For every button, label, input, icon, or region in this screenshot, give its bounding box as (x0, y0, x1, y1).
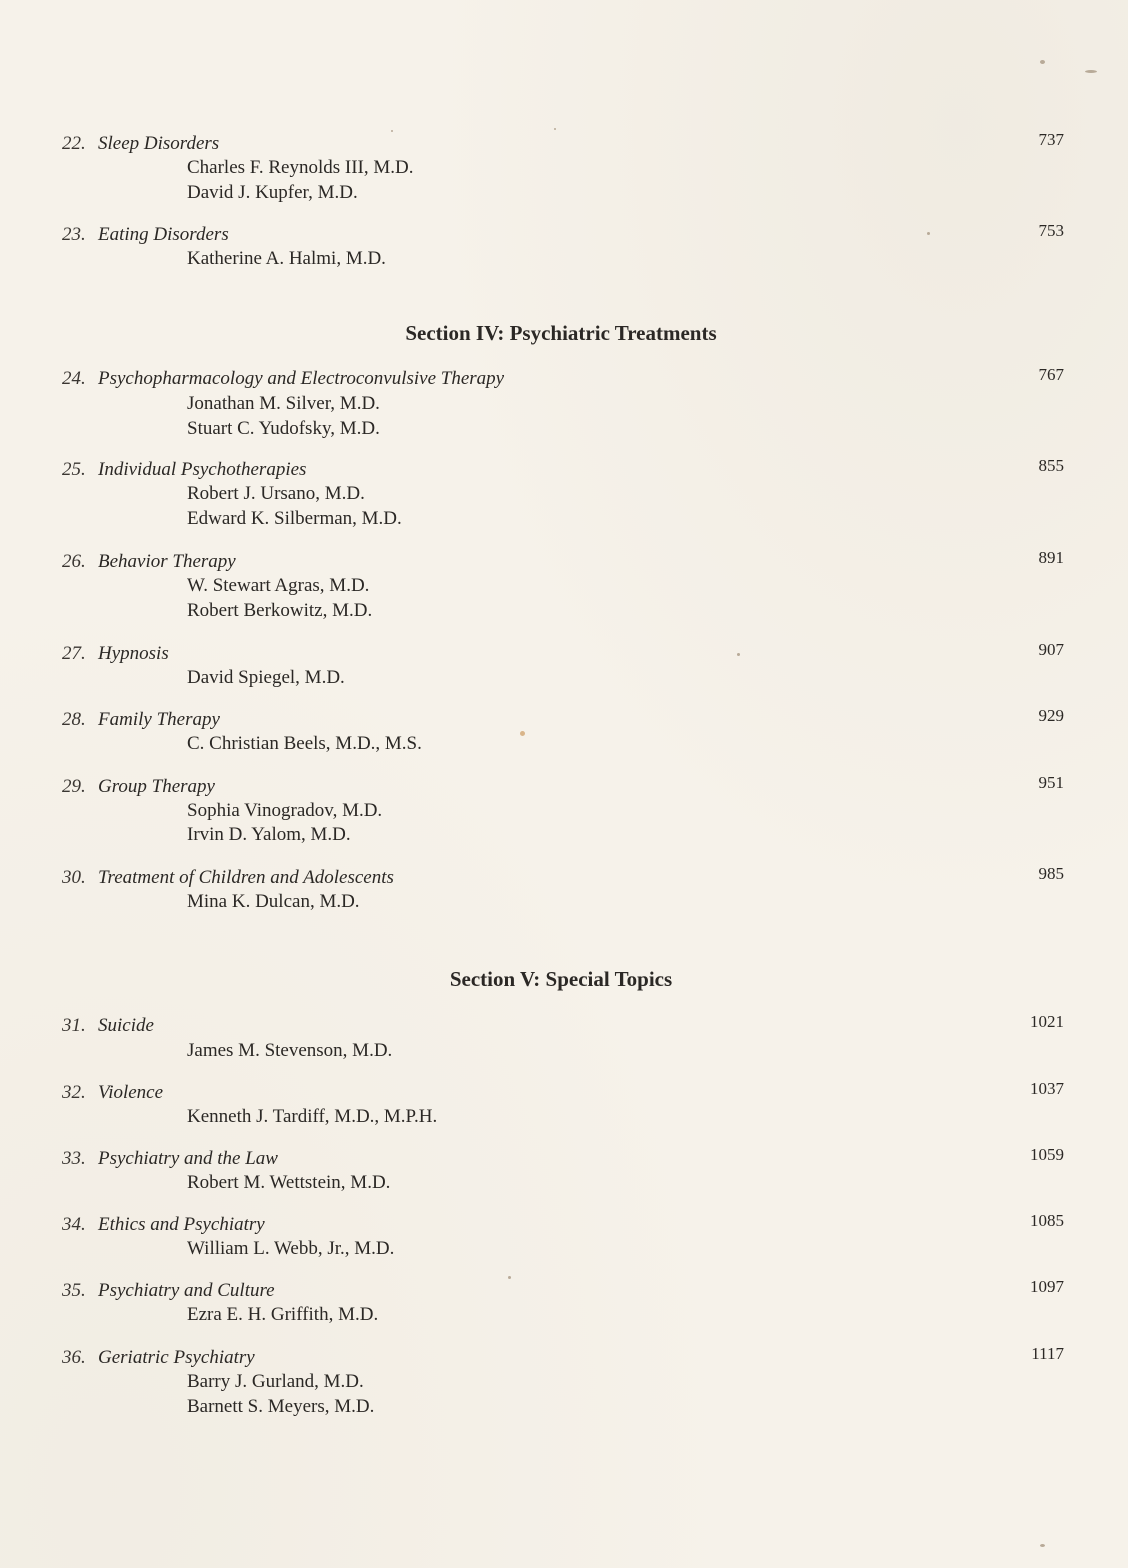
page-number: 737 (1038, 130, 1064, 149)
chapter-title: Ethics and Psychiatry (98, 1214, 265, 1235)
chapter-number: 31. (62, 1015, 86, 1036)
page-number: 907 (1038, 640, 1064, 659)
chapter-author: W. Stewart Agras, M.D. (187, 575, 370, 596)
section-heading: Section IV: Psychiatric Treatments (405, 321, 717, 345)
chapter-author: Edward K. Silberman, M.D. (187, 508, 402, 529)
paper-speck (508, 1276, 511, 1279)
page-number: 753 (1038, 221, 1064, 240)
chapter-author: Barry J. Gurland, M.D. (187, 1371, 364, 1392)
chapter-title: Eating Disorders (98, 224, 229, 245)
chapter-title: Violence (98, 1082, 164, 1103)
chapter-author: David Spiegel, M.D. (187, 667, 345, 688)
chapter-number: 36. (62, 1347, 86, 1368)
chapter-title: Family Therapy (98, 709, 220, 730)
chapter-title: Individual Psychotherapies (98, 459, 307, 480)
chapter-title: Psychiatry and the Law (98, 1148, 278, 1169)
section-heading: Section V: Special Topics (449, 967, 673, 991)
chapter-number: 27. (62, 643, 86, 664)
chapter-author: Ezra E. H. Griffith, M.D. (187, 1304, 379, 1325)
paper-speck (927, 232, 930, 235)
paper-speck (1040, 60, 1045, 64)
chapter-author: Stuart C. Yudofsky, M.D. (187, 418, 380, 439)
chapter-author: Irvin D. Yalom, M.D. (187, 824, 351, 845)
page-number: 1117 (1031, 1344, 1064, 1363)
chapter-title: Suicide (98, 1015, 154, 1036)
paper-speck (520, 731, 525, 736)
chapter-number: 25. (62, 459, 86, 480)
chapter-title: Treatment of Children and Adolescents (98, 867, 394, 888)
chapter-author: Katherine A. Halmi, M.D. (187, 248, 386, 269)
chapter-title: Psychopharmacology and Electroconvulsive Therapy (98, 368, 505, 389)
page-number: 929 (1038, 706, 1064, 725)
chapter-title: Behavior Therapy (98, 551, 236, 572)
chapter-number: 24. (62, 368, 86, 389)
chapter-author: Charles F. Reynolds III, M.D. (187, 157, 414, 178)
page-number: 767 (1038, 365, 1064, 384)
paper-speck (1085, 70, 1097, 73)
page-number: 855 (1038, 456, 1064, 475)
page-number: 1037 (1030, 1079, 1064, 1098)
chapter-author: Kenneth J. Tardiff, M.D., M.P.H. (187, 1106, 438, 1127)
chapter-author: Robert M. Wettstein, M.D. (187, 1172, 391, 1193)
chapter-title: Group Therapy (98, 776, 215, 797)
chapter-author: Barnett S. Meyers, M.D. (187, 1396, 375, 1417)
chapter-number: 30. (62, 867, 86, 888)
paper-speck (554, 128, 556, 130)
chapter-title: Psychiatry and Culture (98, 1280, 275, 1301)
chapter-number: 33. (62, 1148, 86, 1169)
chapter-number: 22. (62, 133, 86, 154)
chapter-number: 23. (62, 224, 86, 245)
chapter-author: Mina K. Dulcan, M.D. (187, 891, 360, 912)
page-number: 1085 (1030, 1211, 1064, 1230)
page-number: 1097 (1030, 1277, 1064, 1296)
paper-speck (737, 653, 740, 656)
page-number: 891 (1038, 548, 1064, 567)
chapter-author: Robert J. Ursano, M.D. (187, 483, 365, 504)
chapter-author: Jonathan M. Silver, M.D. (187, 393, 380, 414)
chapter-author: Robert Berkowitz, M.D. (187, 600, 373, 621)
chapter-number: 29. (62, 776, 86, 797)
page-number: 1059 (1030, 1145, 1064, 1164)
chapter-author: David J. Kupfer, M.D. (187, 182, 358, 203)
paper-speck (391, 130, 393, 132)
chapter-number: 28. (62, 709, 86, 730)
chapter-number: 32. (62, 1082, 86, 1103)
chapter-number: 34. (62, 1214, 86, 1235)
chapter-author: Sophia Vinogradov, M.D. (187, 800, 383, 821)
paper-speck (1040, 1544, 1045, 1547)
chapter-number: 35. (62, 1280, 86, 1301)
chapter-title: Hypnosis (98, 643, 169, 664)
chapter-author: William L. Webb, Jr., M.D. (187, 1238, 395, 1259)
chapter-title: Sleep Disorders (98, 133, 220, 154)
page-number: 1021 (1030, 1012, 1064, 1031)
chapter-title: Geriatric Psychiatry (98, 1347, 255, 1368)
chapter-author: C. Christian Beels, M.D., M.S. (187, 733, 422, 754)
page-number: 951 (1038, 773, 1064, 792)
chapter-author: James M. Stevenson, M.D. (187, 1040, 393, 1061)
chapter-number: 26. (62, 551, 86, 572)
page-number: 985 (1038, 864, 1064, 883)
